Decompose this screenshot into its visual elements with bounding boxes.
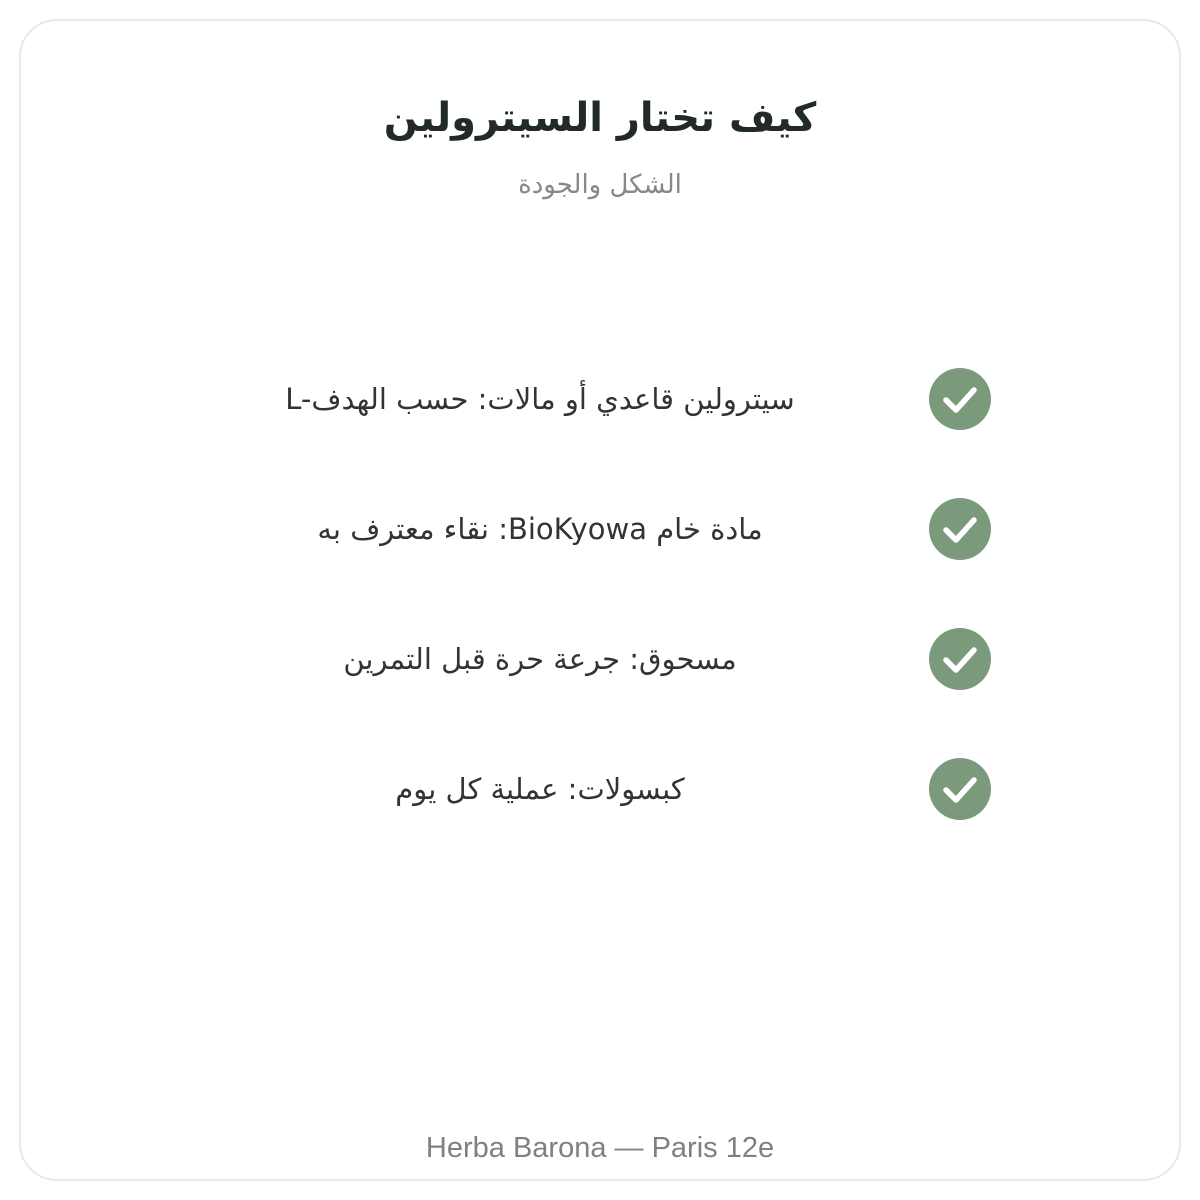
check-circle-icon — [929, 368, 991, 430]
check-circle-icon — [929, 758, 991, 820]
checklist-item — [0, 757, 1200, 821]
checklist-item-text: مادة خام BioKyowa: نقاء معترف به — [317, 512, 763, 546]
page-subtitle: الشكل والجودة — [518, 170, 682, 200]
checklist-item — [0, 367, 1200, 431]
checklist-item-text: مسحوق: جرعة حرة قبل التمرين — [343, 642, 737, 676]
check-circle-icon — [929, 498, 991, 560]
checklist-item — [0, 627, 1200, 691]
checklist-item-text: كبسولات: عملية كل يوم — [395, 772, 685, 806]
checklist-item — [0, 497, 1200, 561]
check-circle-icon — [929, 628, 991, 690]
checklist-item-text: L-سيترولين قاعدي أو مالات: حسب الهدف — [285, 382, 795, 416]
footer-credit: Herba Barona — Paris 12e — [425, 1132, 775, 1164]
page-title: كيف تختار السيترولين — [383, 95, 817, 141]
